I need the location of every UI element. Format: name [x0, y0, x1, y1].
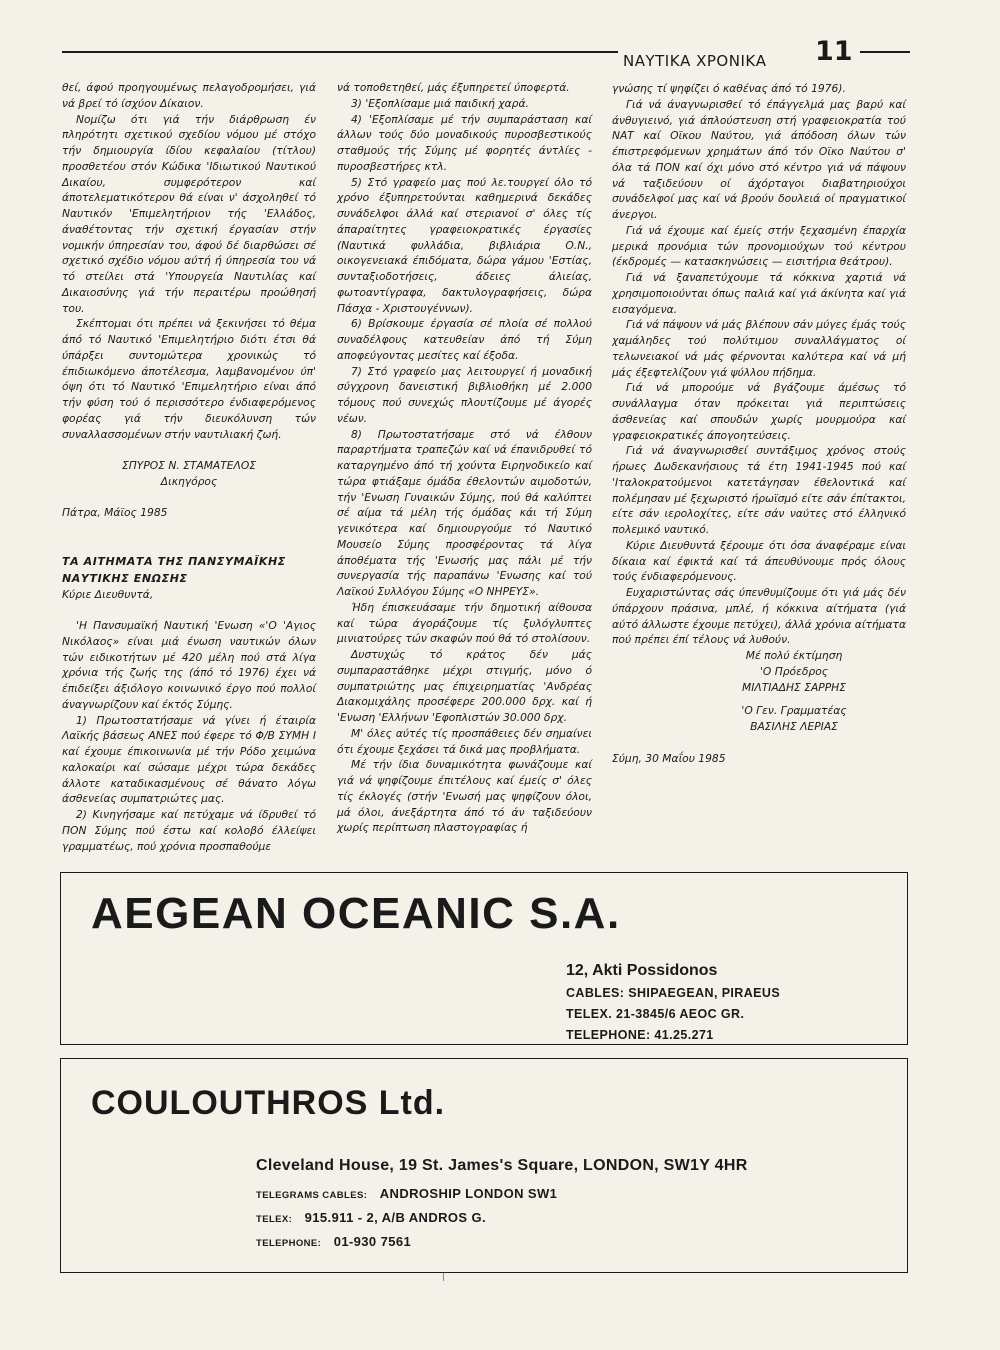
- paragraph: Κύριε Διευθυντά ξέρουμε ότι όσα άναφέραμε είναι δίκαια καί έφικτά καί τά άπευθύνουμε πρός όλους τούς ένδιαφερόμενους.: [612, 538, 906, 584]
- paragraph: Γιά νά μπορούμε νά βγάζουμε άμέσως τό συνάλλαγμα όταν πρόκειται γιά περιπτώσεις άσθενείας καί σπουδών χωρίς μουρμούρα καί γραφειοκρατικές άπογοητεύσεις.: [612, 381, 906, 442]
- advertisement-aegean-oceanic: [60, 872, 908, 1045]
- paragraph: 'Η Πανσυμαϊκή Ναυτική 'Ενωση «'Ο 'Αγιος Νικόλαος» είναι μιά ένωση ναυτικών όλων τών ειδικοτήτων μέ 420 μέλη πού στά λίγα χρόνια τής ζωής της (άπό τό 1976) έχει νά έπιδείξει άξιόλογο κοινωνικό έργο πού πολλοί άναγνωρίζουν καί έκτός Σύμης.: [62, 619, 316, 711]
- paragraph: Νομίζω ότι γιά τήν διάρθρωση έν πληρότητι σχετικού σχεδίου νόμου μέ στόχο τήν δημιουργία ίδίου κεφαλαίου (τίτλου) προσθετέου στόν Κώδικα 'Ιδιωτικού Ναυτικού Δικαίου, συμφερότερον καί άποτελεματικότερον θά είναι ν' άσχοληθεί τό Ναυτικόν 'Επιμελητήριον τής 'Ελλάδος, άναθέτοντας τήν σχετική έργασίαν στήν νομικήν ύπηρεσίαν του, άφού δέ διαρθώσει σέ σχετικό σχέδιο νόμου αύτή ή ύπηρεσία του νά τό στείλει στά 'Υπουργεία Ναυτιλίας καί Δικαιοσύνης γιά τήν περαιτέρω προώθησή του.: [62, 112, 316, 315]
- company-cables: CABLES: SHIPAEGEAN, PIRAEUS: [566, 986, 781, 1000]
- telegrams-label: TELEGRAMS CABLES:: [256, 1190, 368, 1201]
- signature-name: ΒΑΣΙΛΗΣ ΛΕΡΙΑΣ: [750, 720, 838, 733]
- place-date: Πάτρα, Μάϊος 1985: [62, 506, 168, 520]
- paragraph: 6) Βρίσκουμε έργασία σέ πλοία σέ πολλού συναδέλφους κατευθείαν άπό τή Σύμη αποφεύγοντας μεσίτες καί έξοδα.: [337, 317, 592, 362]
- paragraph: Γιά νά άναγνωρισθεί συντάξιμος χρόνος στούς ήρωες Δωδεκανήσιους τά έτη 1941-1945 πού καί 'Ιταλοκρατούμενοι κατετάγησαν έθελοντικά καί πολέμησαν μέ ξεχωριστό ήρωϊσμό είτε σάν έπίτακτοι, είτε σάν ιερολοχίτες, είτε σάν ναύτες στό έλληνικό πολεμικό ναυτικό.: [612, 444, 906, 536]
- paragraph: Μέ τήν ίδια δυναμικότητα φωνάζουμε καί γιά νά ψηφίζουμε έπιτέλους καί έμείς σ' όλες τίς έκλογές (στήν 'Ενωσή μας ψηφίζουν όλοι, μά όλοι, άνεξάρτητα άπό τό άν ταξιδεύουν χωρίς περίπτωση πλαστογραφίας ή: [337, 758, 592, 835]
- company-telephone: TELEPHONE: 41.25.271: [566, 1028, 714, 1042]
- company-name: COULOUTHROS Ltd.: [91, 1084, 446, 1122]
- signature-name: ΜΙΛΤΙΑΔΗΣ ΣΑΡΡΗΣ: [742, 680, 846, 694]
- column-1: [62, 80, 316, 854]
- paragraph: θεί, άφού προηγουμένως πελαγοδρομήσει, γιά νά βρεί τό ίσχύον Δίκαιον.: [62, 81, 316, 110]
- telex-value: 915.911 - 2, A/B ANDROS G.: [304, 1210, 487, 1225]
- paragraph: Γιά νά ξαναπετύχουμε τά κόκκινα χαρτιά νά χρησιμοποιούνται όπως παλιά καί γιά άκίνητα καί γιά εισαγόμενα.: [612, 271, 906, 316]
- paragraph: 4) 'Εξοπλίσαμε μέ τήν συμπαράσταση καί άλλων τούς δύο μοναδικούς πυροσβεστικούς σταθμούς τής Σύμης μέ φορητές άντλίες - πυροσβεστήρες κτλ.: [337, 112, 592, 173]
- salutation: Κύριε Διευθυντά,: [62, 587, 154, 601]
- paragraph: 3) 'Εξοπλίσαμε μιά παιδική χαρά.: [351, 96, 529, 110]
- running-title: ΝΑΥΤΙΚΑ ΧΡΟΝΙΚΑ: [623, 52, 767, 70]
- signature-name: ΣΠΥΡΟΣ Ν. ΣΤΑΜΑΤΕΛΟΣ: [122, 459, 256, 472]
- paragraph: 2) Κινηγήσαμε καί πετύχαμε νά ίδρυθεί τό ΠΟΝ Σύμης πού έστω καί κολοβό έλλείψει γραμματέως, πού χρόνια προσπαθούμε: [62, 808, 316, 853]
- signature-role: 'Ο Πρόεδρος: [759, 664, 829, 678]
- paragraph: 1) Πρωτοστατήσαμε νά γίνει ή έταιρία Λαϊκής βάσεως ΑΝΕΣ πού έφερε τό Φ/Β ΣΥΜΗ Ι καί έχουμε έπικοινωνία μέ τήν Ρόδο χειμώνα καλοκαίρι καί σώσαμε μέχρι τώρα δεκάδες άλλοτε καταδικασμένους σέ θάνατο λόγω άσθενείας συμπατριώτες μας.: [62, 713, 316, 806]
- telephone-value: 01-930 7561: [333, 1234, 412, 1249]
- paragraph: Δυστυχώς τό κράτος δέν μάς συμπαραστάθηκε μέχρι στιγμής, μόνο ό συμπατριώτης μας έπιχειρηματίας 'Ανδρέας Διακομιχάλης προσέφερε 200.000 δρχ. καί ή 'Ενωση 'Ελλήνων 'Εφοπλιστών 30.000 δρχ.: [337, 648, 592, 724]
- company-address: 12, Akti Possidonos: [566, 962, 718, 979]
- telex-label: TELEX:: [256, 1214, 293, 1225]
- telephone-label: TELEPHONE:: [256, 1238, 322, 1249]
- column-2: [337, 80, 592, 836]
- header-rule-right: [860, 51, 910, 53]
- place-date: Σύμη, 30 Μαΐου 1985: [612, 751, 726, 765]
- paragraph: Ευχαριστώντας σάς ύπενθυμίζουμε ότι γιά μάς δέν ύπάρχουν πράσινα, μπλέ, ή κόκκινα αίτήματα (γιά αύτό άλλωστε έχουμε πετύχει), άλλά χρόνια αίτήματα πού πρέπει έπί τέλους νά λυθούν.: [612, 586, 906, 647]
- bottom-tick-mark: [443, 1273, 444, 1281]
- article-headline: ΤΑ ΑΙΤΗΜΑΤΑ ΤΗΣ ΠΑΝΣΥΜΑΪΚΗΣ ΝΑΥΤΙΚΗΣ ΕΝΩΣΗΣ: [62, 554, 286, 585]
- header-rule-left: [62, 51, 618, 53]
- paragraph: 7) Στό γραφείο μας λειτουργεί ή μοναδική σύγχρονη δανειστική βιβλιοθήκη μέ 2.000 τόμους πού συνεχώς πλουτίζουμε μέ άγορές νέων.: [337, 364, 592, 425]
- company-name: AEGEAN OCEANIC S.A.: [91, 889, 621, 938]
- paragraph: Μ' όλες αύτές τίς προσπάθειες δέν σημαίνει ότι έχουμε ξεχάσει τά δικά μας προβλήματα.: [337, 726, 592, 756]
- closing: Μέ πολύ έκτίμηση: [745, 649, 843, 662]
- signature-role: Δικηγόρος: [160, 474, 218, 488]
- paragraph: Γιά νά έχουμε καί έμείς στήν ξεχασμένη έπαρχία μερικά προνόμια τών προνομιούχων τού κέντρου (έκδρομές — κατασκηνώσεις — εισιτήρια θεάτρου).: [612, 223, 906, 269]
- advertisement-coulouthros: [60, 1058, 908, 1273]
- paragraph: Γιά νά άναγνωρισθεί τό έπάγγελμά μας βαρύ καί άνθυγιεινό, γιά άπλούστευση στή γραφειοκρατία τού ΝΑΤ καί Οϊκου Ναύτου, γιά άπόδοση όλων τών έπιστρεφόμενων χρημάτων άπό τόν Οϊκο Ναύτου σ' όλα τά ΠΟΝ καί όχι μόνο στό κέντρο γιά νά πάψουν νά ταξιδεύουν οί άχόρταγοι διαβατηριούχοι συνάδελφοί μας καί νά βρούν δουλειά οί πραγματικοί άνεργοι.: [612, 97, 906, 221]
- paragraph: Ήδη έπισκευάσαμε τήν δημοτική αίθουσα καί τώρα άγοράζουμε τίς ξυλόγλυπτες μινιατούρες τών σκαφών πού θά τό στολίσουν.: [337, 600, 592, 646]
- telegrams-value: ANDROSHIP LONDON SW1: [379, 1186, 558, 1201]
- company-telex: TELEX. 21-3845/6 AEOC GR.: [566, 1007, 745, 1021]
- signature-role: 'Ο Γεν. Γραμματέας: [741, 704, 847, 718]
- paragraph: γνώσης τί ψηφίζει ό καθένας άπό τό 1976).: [612, 82, 846, 95]
- paragraph: νά τοποθετηθεί, μάς έξυπηρετεί ύποφερτά.: [337, 81, 570, 94]
- page-number: 11: [815, 36, 853, 67]
- paragraph: Σκέπτομαι ότι πρέπει νά ξεκινήσει τό θέμα άπό τό Ναυτικό 'Επιμελητήριο διότι έτσι θά ύπάρξει συντομώτερα χρονικώς τό έπιδιωκόμενο άποτέλεσμα, λαμβανομένου ύπ' όψη ότι τό Ναυτικό 'Επιμελητήριο είναι άπό τήν φύση τού ό περισσότερο ένδιαφερόμενος φορέας γιά τήν διευκόλυνση τών συναλλασσομένων στήν ναυτιλιακή ζωή.: [62, 317, 316, 441]
- paragraph: 8) Πρωτοστατήσαμε στό νά έλθουν παραρτήματα τραπεζών καί νά έπανιδρυθεί τό καταργημένο άπό τή χούντα Ειρηνοδικείο καί τώρα φτιάξαμε όμάδα έθελοντών αιμοδοτών, τήν 'Ενωση Γυναικών Σύμης, πού θά καλύπτει σέ αίμα τά μέλη τής όμάδας κάι τή Σύμη γενικότερα καί δημιουργούμε τό Ναυτικό Μουσείο Σύμης προσφέροντας τά λίγα άποθέματα τής 'Ενωσής μας πάλι μέ τήν συνεργασία τής παραπάνω 'Ενωσης καί τού Λαϊκού Συλλόγου Σύμης «Ο ΝΗΡΕΥΣ».: [337, 427, 592, 598]
- column-3: [612, 81, 906, 766]
- company-address: Cleveland House, 19 St. James's Square, LONDON, SW1Y 4HR: [256, 1157, 748, 1174]
- paragraph: Γιά νά πάψουν νά μάς βλέπουν σάν μύγες έμάς τούς χαμάληδες τού πολύτιμου συναλλάγματος οί τελωνειακοί νά μάς φέρνονται καλύτερα καί νά μή μάς έξεφτελίζουν γιά ψύλλου πήδημα.: [612, 318, 906, 379]
- paragraph: 5) Στό γραφείο μας πού λε.τουργεί όλο τό χρόνο έξυπηρετούνται καθημερινά δεκάδες συνάδελφοι άλλά καί στεριανοί σ' όλες τίς άπαραίτητες γραφειοκρατικές έργασίες (Ναυτικά φυλλάδια, βιβλιάρια Ο.Ν., οικογενειακά έπιδόματα, δώρα γάμου 'Εστίας, συνταξιοδοτήσεις, άδειες άλιείας, φωτοαντίγραφα, δακτυλογραφήσεις, δώρα Πάσχα - Χριστουγέννων).: [337, 175, 592, 315]
